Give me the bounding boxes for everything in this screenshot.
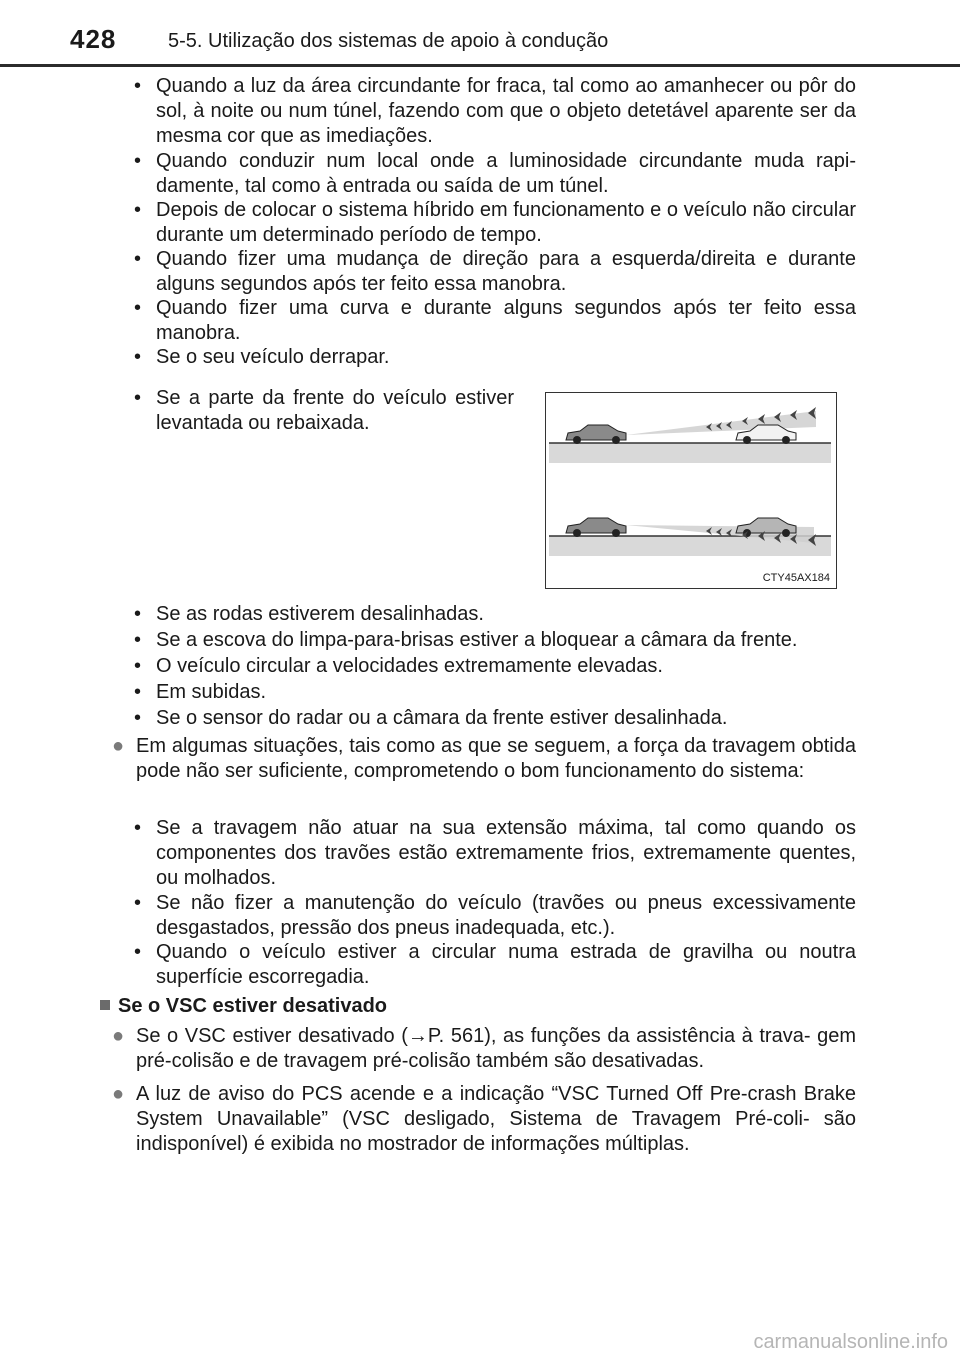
list-item: • O veículo circular a velocidades extremamente elevadas.: [134, 655, 663, 677]
circle-bullet-icon: ●: [112, 1025, 125, 1047]
list-item: • Quando a luz da área circundante for fraca, tal como ao amanhecer ou pôr do sol, à noite ou num túnel, fazendo com que o objeto detetável aparente ser da mesma cor que as imediações.: [134, 75, 856, 147]
car-icon: [566, 425, 626, 444]
page-header: [0, 0, 960, 70]
road-upper: [549, 443, 831, 463]
list-item: • Se o sensor do radar ou a câmara da frente estiver desalinhada.: [134, 707, 728, 729]
car-icon: [566, 518, 626, 537]
list-item: • Se a travagem não atuar na sua extensão máxima, tal como quando os componentes dos travões estão extremamente frios, extremamente quentes, ou molhados.: [134, 817, 856, 889]
list-item: • Quando conduzir num local onde a luminosidade circundante muda rapi- damente, tal como à entrada ou saída de um túnel.: [134, 150, 856, 197]
illustration-vehicle-pitch: [545, 392, 837, 589]
list-item: • Se a escova do limpa-para-brisas estiver a bloquear a câmara da frente.: [134, 629, 798, 651]
bullet-point-pcs-warning: ● A luz de aviso do PCS acende e a indicação “VSC Turned Off Pre-crash Brake System Unavailable” (VSC desligado, Sistema de Travagem Pré-coli- são indisponível) é exibida no mostrador de informações múltiplas.: [112, 1083, 856, 1155]
list-item: • Em subidas.: [134, 681, 267, 703]
list-item: • Se a parte da frente do veículo estiver levantada ou rebaixada.: [134, 387, 514, 434]
page-number: 428: [70, 24, 117, 54]
bullet-point-vsc-off: ● Se o VSC estiver desativado (→P. 561), as funções da assistência à trava- gem pré-colisão e de travagem pré-colisão também são desativadas.: [112, 1025, 856, 1072]
list-item: • Se as rodas estiverem desalinhadas.: [134, 603, 484, 625]
list-item: • Quando fizer uma curva e durante alguns segundos após ter feito essa manobra.: [134, 297, 856, 344]
vehicle-diagram-svg: [546, 393, 835, 587]
section-title: 5-5. Utilização dos sistemas de apoio à condução: [168, 30, 609, 52]
watermark: carmanualsonline.info: [753, 1331, 948, 1353]
header-divider: [0, 64, 960, 67]
bullet-point-braking: ● Em algumas situações, tais como as que se seguem, a força da travagem obtida pode não ser suficiente, comprometendo o bom funcionamento do sistema:: [112, 735, 856, 782]
subsection-heading: Se o VSC estiver desativado: [100, 994, 387, 1019]
list-item: • Depois de colocar o sistema híbrido em funcionamento e o veículo não circular durante um determinado período de tempo.: [134, 199, 856, 246]
figure-caption: CTY45AX184: [762, 572, 830, 584]
circle-bullet-icon: ●: [112, 735, 125, 757]
square-bullet-icon: [100, 1000, 110, 1010]
list-item: • Quando o veículo estiver a circular numa estrada de gravilha ou noutra superfície escorregadia.: [134, 941, 856, 988]
list-item: • Se o seu veículo derrapar.: [134, 346, 390, 368]
list-item: • Quando fizer uma mudança de direção para a esquerda/direita e durante alguns segundos após ter feito essa manobra.: [134, 248, 856, 295]
list-item: • Se não fizer a manutenção do veículo (travões ou pneus excessivamente desgastados, pressão dos pneus inadequada, etc.).: [134, 892, 856, 939]
circle-bullet-icon: ●: [112, 1083, 125, 1105]
